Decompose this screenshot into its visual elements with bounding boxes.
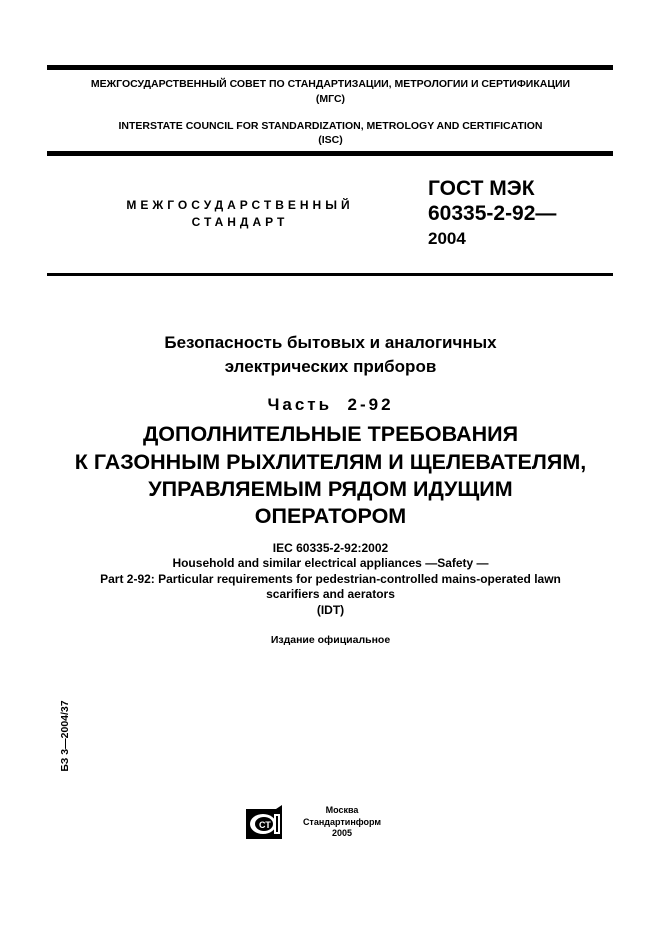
main-title-line4: ОПЕРАТОРОМ: [254, 504, 407, 528]
main-title-line1: ДОПОЛНИТЕЛЬНЫЕ ТРЕБОВАНИЯ: [142, 422, 519, 446]
gost-code-line2: 60335-2-92—: [428, 202, 557, 225]
title-line1: Безопасность бытовых и аналогичных: [164, 333, 497, 352]
title-line2: электрических приборов: [224, 357, 437, 376]
gost-code-line3: 2004: [428, 229, 466, 248]
iec-line3: Part 2-92: Particular requirements for pedestrian-controlled mains-operated lawn: [100, 572, 561, 586]
standard-rule: [47, 273, 613, 276]
council-ru-abbr: (МГС): [315, 93, 346, 105]
standard-type-line1: МЕЖГОСУДАРСТВЕННЫЙ: [126, 198, 354, 212]
council-en-abbr: (ISC): [318, 134, 343, 146]
gost-code-line1: ГОСТ МЭК: [428, 177, 535, 200]
publisher-name: Стандартинформ: [302, 816, 382, 827]
iec-line4: scarifiers and aerators: [266, 587, 395, 601]
council-en: INTERSTATE COUNCIL FOR STANDARDIZATION, METROLOGY AND CERTIFICATION: [118, 120, 543, 132]
side-code: БЗ 3—2004/37: [59, 700, 71, 772]
publisher-block: [294, 805, 390, 840]
edition-label: Издание официальное: [270, 634, 391, 646]
publisher-logo: [246, 805, 284, 839]
iec-line5: (IDT): [316, 603, 345, 617]
svg-text:СТ: СТ: [259, 820, 271, 830]
standard-type-line2: СТАНДАРТ: [191, 215, 289, 229]
council-ru: МЕЖГОСУДАРСТВЕННЫЙ СОВЕТ ПО СТАНДАРТИЗАЦИИ, МЕТРОЛОГИИ И СЕРТИФИКАЦИИ: [90, 78, 571, 90]
main-title-line2: К ГАЗОННЫМ РЫХЛИТЕЛЯМ И ЩЕЛЕВАТЕЛЯМ,: [74, 450, 587, 474]
part-label: Часть 2-92: [267, 395, 394, 414]
iec-line1: IEC 60335-2-92:2002: [272, 541, 389, 555]
publisher-city: Москва: [325, 805, 359, 815]
top-rule: [47, 65, 613, 70]
iec-line2: Household and similar electrical appliances —Safety —: [172, 556, 489, 570]
main-title-line3: УПРАВЛЯЕМЫМ РЯДОМ ИДУЩИМ: [148, 477, 513, 501]
header-rule: [47, 151, 613, 156]
publisher-year: 2005: [331, 828, 353, 838]
